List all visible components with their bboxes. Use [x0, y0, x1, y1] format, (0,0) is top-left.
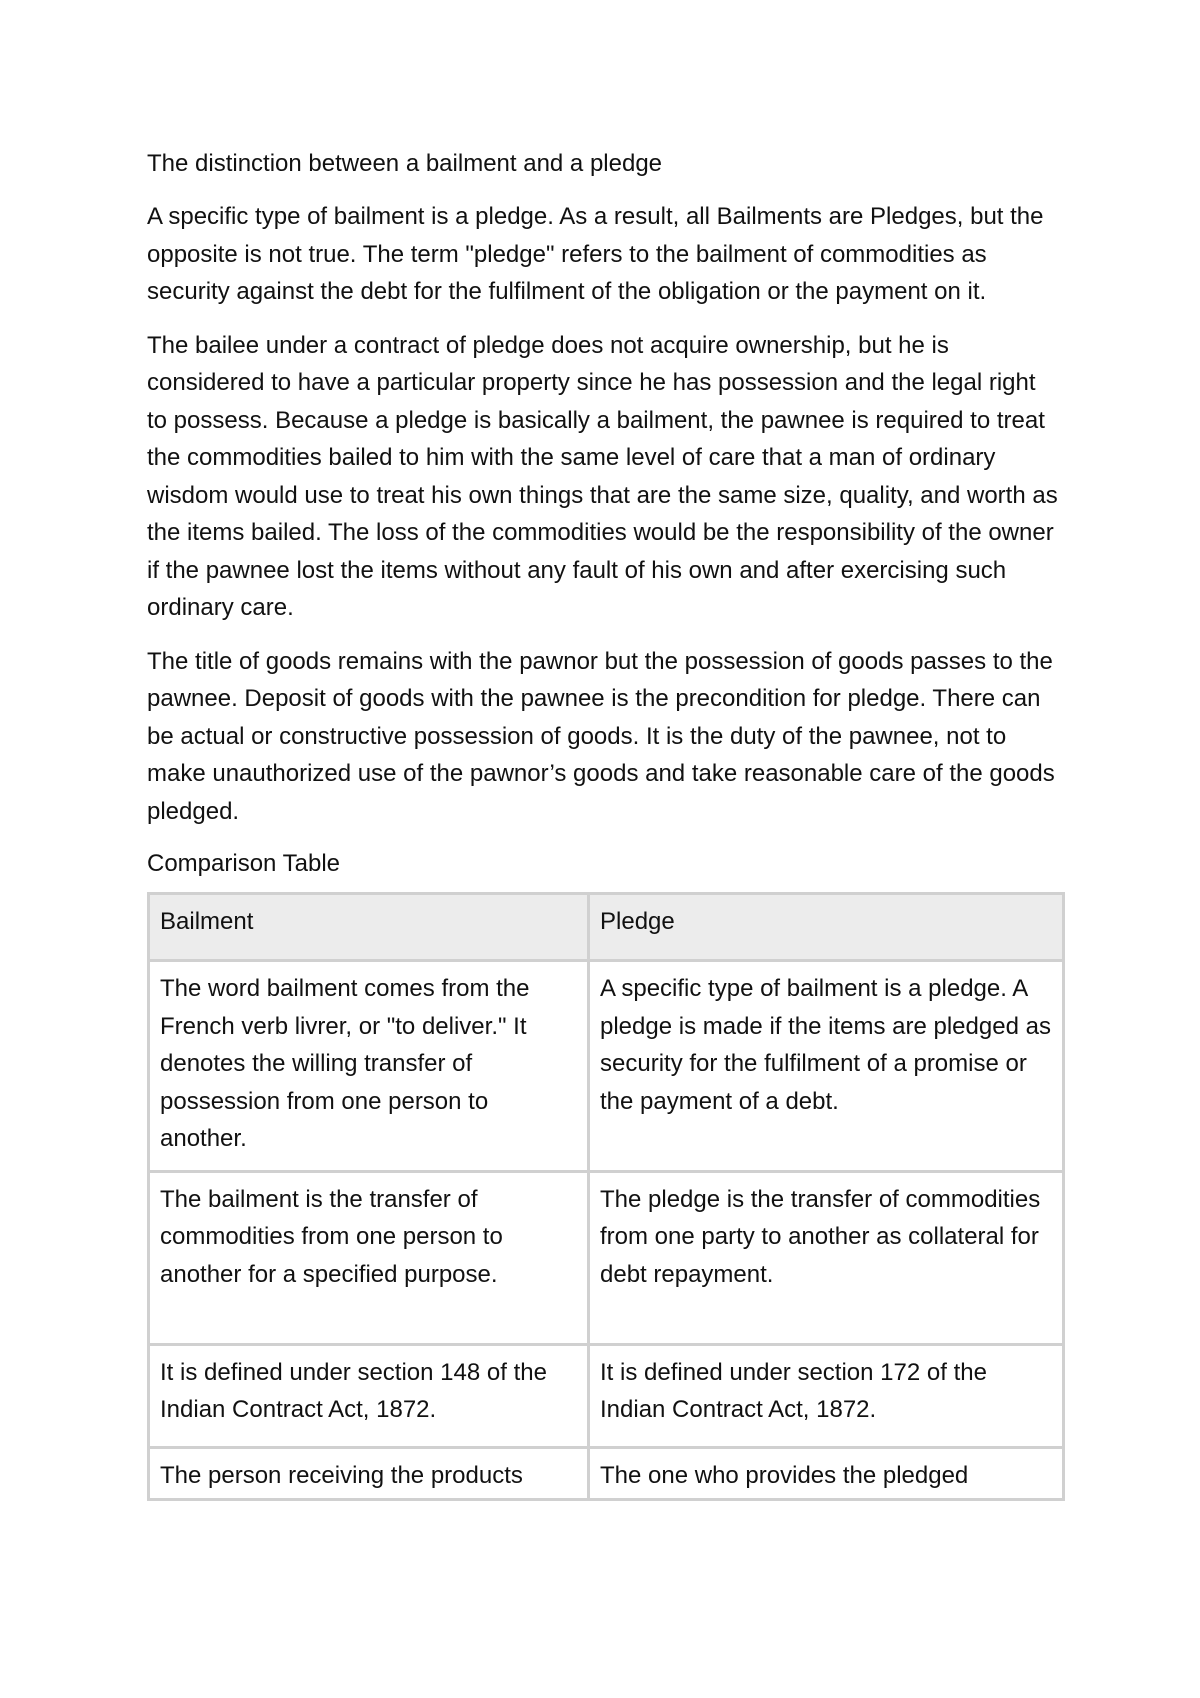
table-row	[149, 1171, 1064, 1344]
table-cell: The word bailment comes from the French verb livrer, or "to deliver." It denotes the willing transfer of possession from one person to another.	[149, 961, 589, 1172]
comparison-table	[147, 892, 1065, 1501]
table-row	[149, 961, 1064, 1172]
table-cell: The bailment is the transfer of commodities from one person to another for a specified purpose.	[149, 1171, 589, 1344]
table-cell: It is defined under section 148 of the Indian Contract Act, 1872.	[149, 1344, 589, 1447]
table-header-row	[149, 894, 1064, 961]
paragraph-bailee-duties: The bailee under a contract of pledge does not acquire ownership, but he is considered to have a particular property since he has possession and the legal right to possess. Because a pledge is basically a bailment, the pawnee is required to treat the commodities bailed to him with the same level of care that a man of ordinary wisdom would use to treat his own things that are the same size, quality, and worth as the items bailed. The loss of the commodities would be the responsibility of the owner if the pawnee lost the items without any fault of his own and after exercising such ordinary care.	[147, 331, 1058, 621]
table-cell: A specific type of bailment is a pledge. A pledge is made if the items are pledged as security for the fulfilment of a promise or the payment of a debt.	[589, 961, 1064, 1172]
table-row	[149, 1447, 1064, 1500]
table-cell: The one who provides the pledged	[589, 1447, 1064, 1500]
table-cell: The person receiving the products	[149, 1447, 589, 1500]
table-caption: Comparison Table	[147, 850, 340, 877]
document-title: The distinction between a bailment and a pledge	[147, 150, 663, 177]
paragraph-pledge-definition: A specific type of bailment is a pledge. As a result, all Bailments are Pledges, but the opposite is not true. The term "pledge" refers to the bailment of commodities as security against the debt for the fulfilment of the obligation or the payment on it.	[147, 203, 1044, 305]
table-cell: It is defined under section 172 of the Indian Contract Act, 1872.	[589, 1344, 1064, 1447]
table-row	[149, 1344, 1064, 1447]
header-bailment: Bailment	[149, 894, 589, 961]
table-cell: The pledge is the transfer of commodities from one party to another as collateral for debt repayment.	[589, 1171, 1064, 1344]
document-page	[147, 146, 1062, 1501]
paragraph-title-of-goods: The title of goods remains with the pawnor but the possession of goods passes to the pawnee. Deposit of goods with the pawnee is the precondition for pledge. There can be actual or constructive possession of goods. It is the duty of the pawnee, not to make unauthorized use of the pawnor’s goods and take reasonable care of the goods pledged.	[147, 647, 1055, 825]
header-pledge: Pledge	[589, 894, 1064, 961]
